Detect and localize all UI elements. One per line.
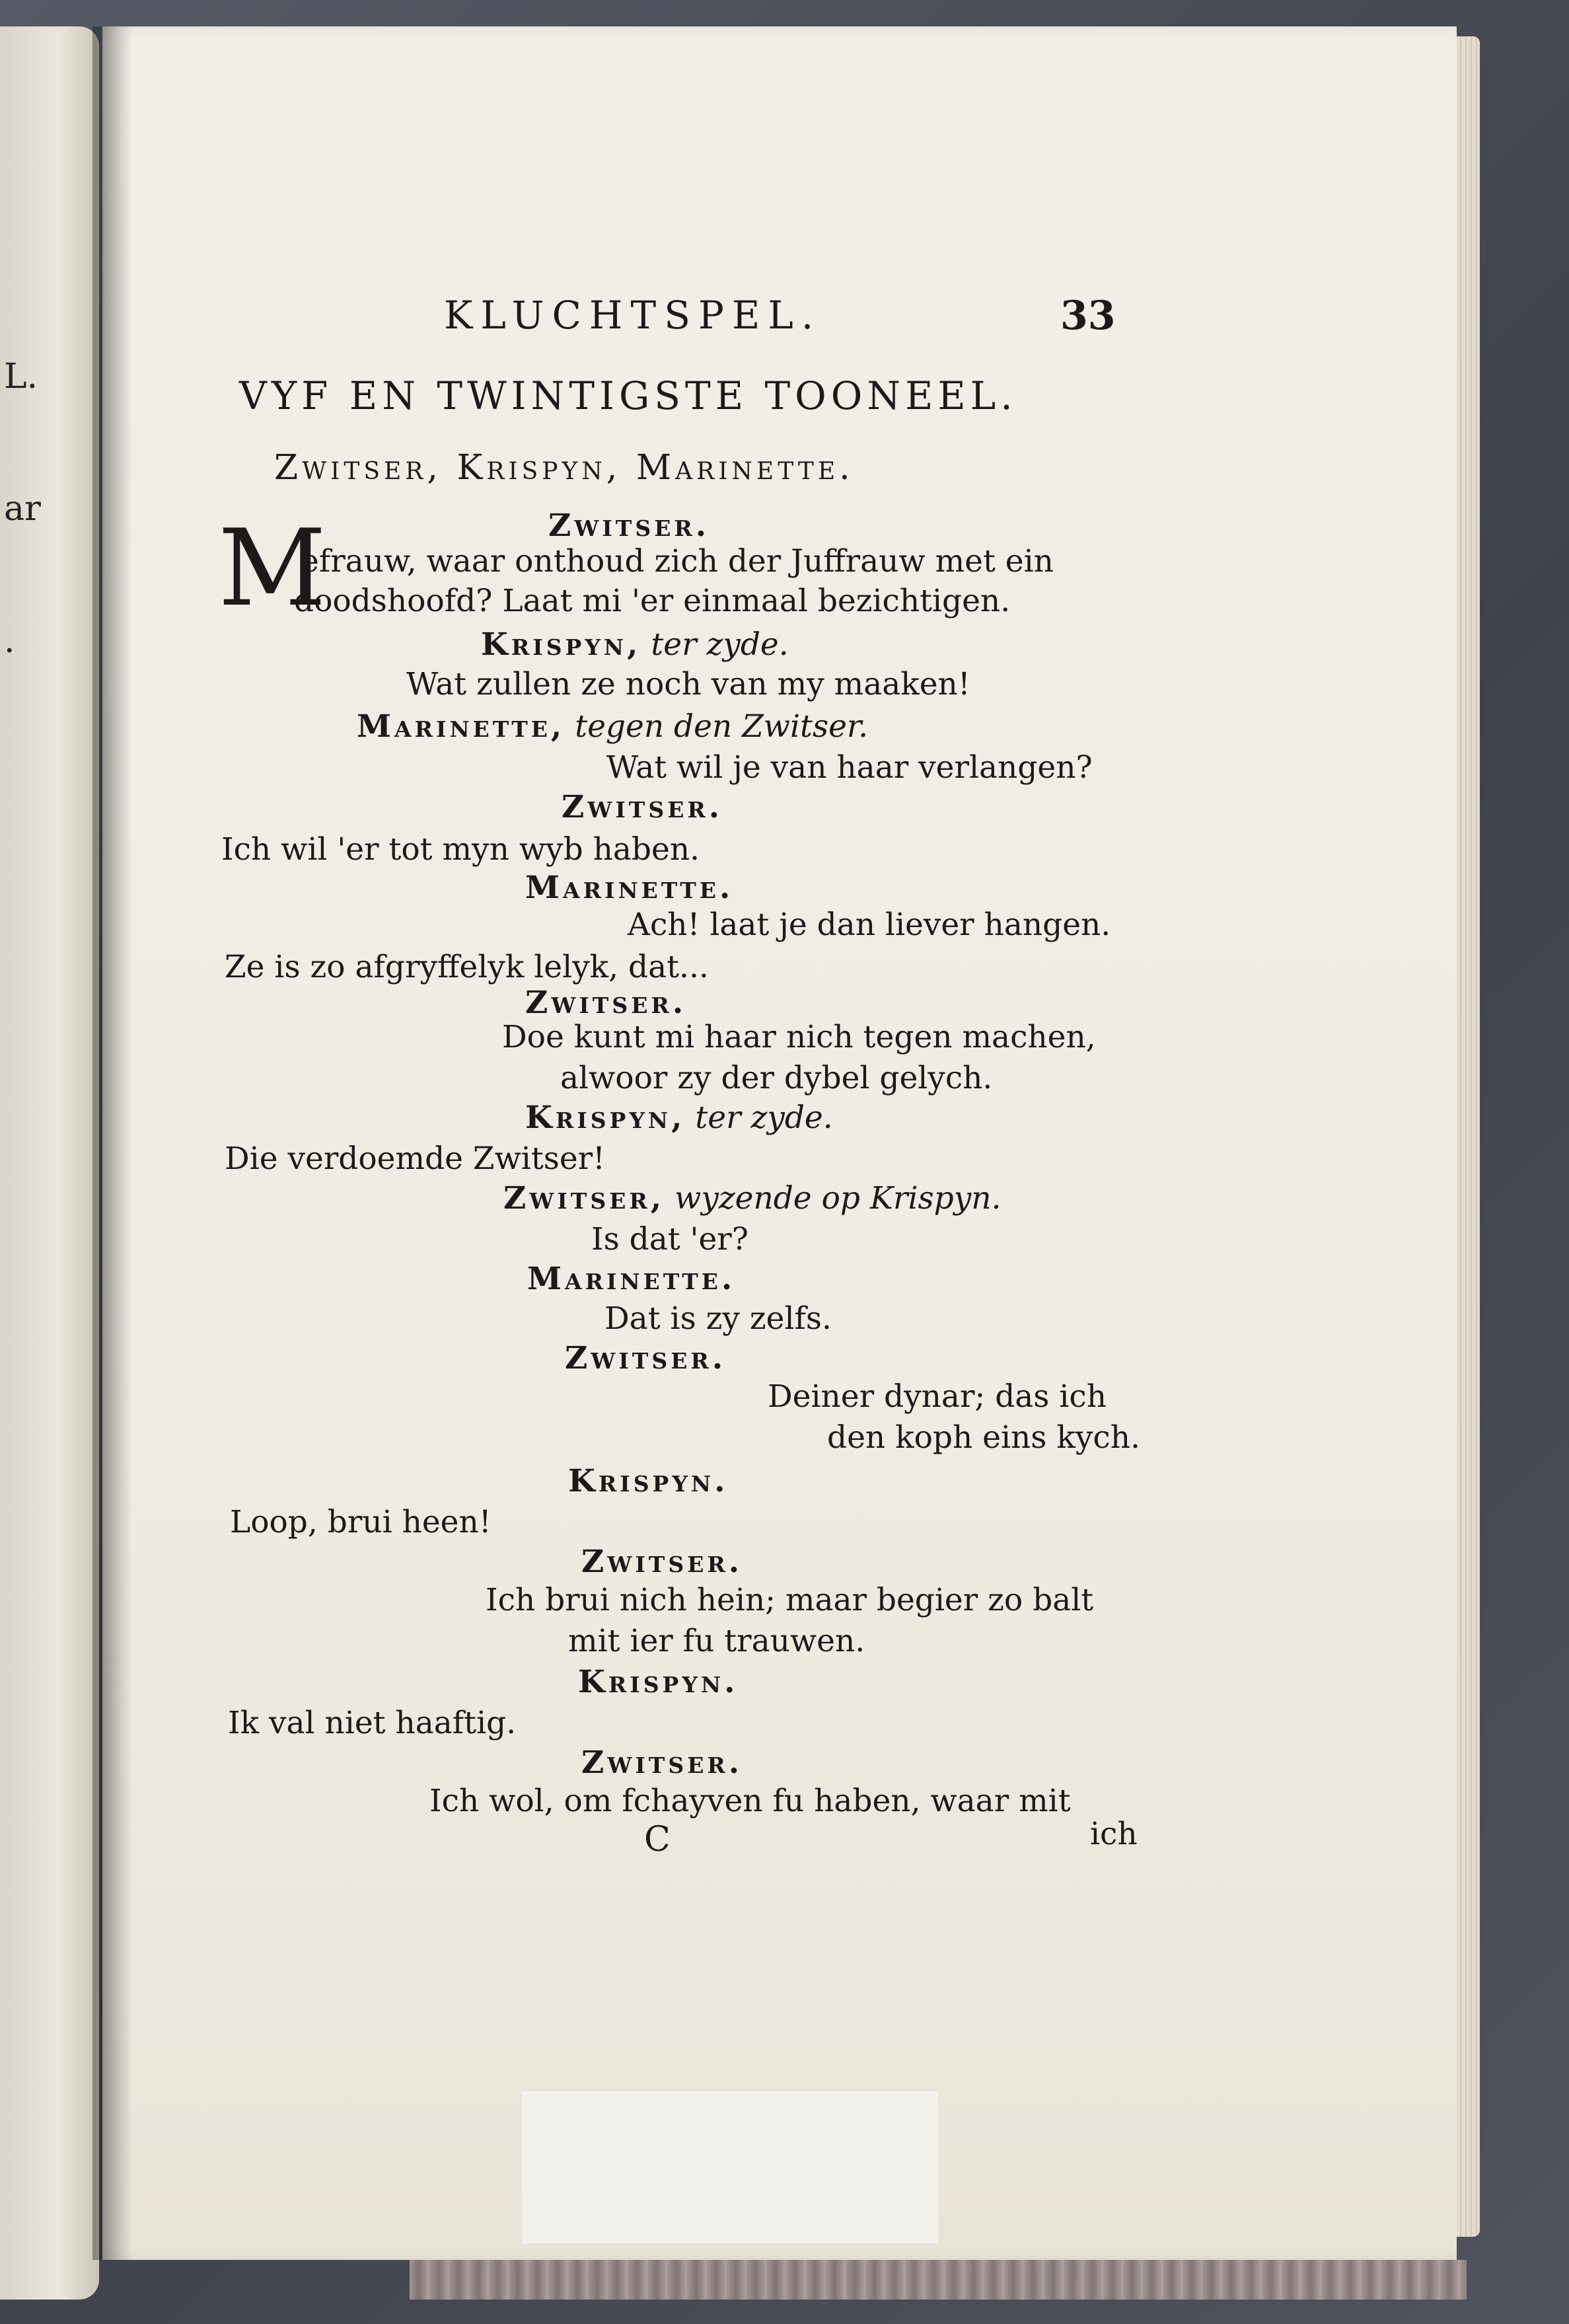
speaker-name: Zwitser. bbox=[565, 1340, 727, 1376]
speech-line: Ich wil 'er tot myn wyb haben. bbox=[221, 831, 700, 868]
speaker-name: Zwitser. bbox=[581, 1744, 743, 1781]
left-page-edge bbox=[0, 26, 99, 2300]
speaker-name: Marinette. bbox=[527, 1261, 736, 1297]
speech-line: Loop, brui heen! bbox=[230, 1504, 492, 1540]
stage-heading bbox=[357, 708, 869, 745]
speech-line: den koph eins kych. bbox=[827, 1419, 1140, 1456]
speech-line: Ich wol, om fchayven fu haben, waar mit bbox=[429, 1783, 1071, 1819]
speech-line: Die verdoemde Zwitser! bbox=[225, 1141, 606, 1177]
signature-mark: C bbox=[644, 1820, 671, 1859]
cast-list: Zwitser, Krispyn, Marinette. bbox=[274, 448, 854, 488]
speaker-name: Marinette, bbox=[357, 708, 566, 745]
stage-heading bbox=[525, 1100, 833, 1136]
speech-line: alwoor zy der dybel gelych. bbox=[560, 1060, 993, 1096]
speech-line: efrauw, waar onthoud zich der Juffrauw met ein bbox=[301, 543, 1054, 580]
left-page-fragment: L. bbox=[4, 357, 38, 396]
speech-line: doodshoofd? Laat mi 'er einmaal bezichtigen. bbox=[294, 583, 1011, 619]
stage-heading bbox=[481, 626, 789, 663]
left-page-fragment: . bbox=[4, 621, 15, 661]
speaker-name: Zwitser. bbox=[581, 1544, 743, 1580]
speaker-name: Krispyn, bbox=[525, 1100, 686, 1136]
spine-shadow bbox=[92, 26, 132, 2260]
speech-line: Dat is zy zelfs. bbox=[604, 1300, 832, 1337]
left-page-fragment: ar bbox=[4, 489, 41, 529]
stage-direction: ter zyde. bbox=[651, 626, 789, 663]
stage-direction: ter zyde. bbox=[695, 1100, 833, 1136]
speech-line: Deiner dynar; das ich bbox=[768, 1378, 1107, 1415]
speaker-name: Krispyn. bbox=[568, 1463, 729, 1499]
stage-heading bbox=[503, 1180, 1002, 1217]
speaker-name: Zwitser, bbox=[503, 1180, 665, 1217]
speech-line: Is dat 'er? bbox=[591, 1221, 748, 1257]
speech-line: Doe kunt mi haar nich tegen machen, bbox=[502, 1019, 1096, 1055]
scene-title: VYF EN TWINTIGSTE TOONEEL. bbox=[239, 373, 1017, 418]
speaker-name: Zwitser. bbox=[525, 985, 687, 1021]
speaker-name: Krispyn. bbox=[578, 1664, 739, 1700]
drop-cap: M bbox=[218, 506, 326, 630]
speaker-name: Zwitser. bbox=[548, 507, 710, 544]
speaker-name: Zwitser. bbox=[562, 789, 723, 825]
stage-direction: wyzende op Krispyn. bbox=[675, 1180, 1002, 1217]
speech-line: Wat wil je van haar verlangen? bbox=[606, 749, 1093, 786]
running-title: KLUCHTSPEL. bbox=[444, 293, 822, 338]
speaker-name: Marinette. bbox=[525, 870, 734, 906]
speech-line: Ach! laat je dan liever hangen. bbox=[628, 907, 1111, 943]
speech-line: mit ier fu trauwen. bbox=[568, 1623, 865, 1659]
speaker-name: Krispyn, bbox=[481, 626, 641, 663]
speech-line: Wat zullen ze noch van my maaken! bbox=[406, 666, 970, 702]
stage-direction: tegen den Zwitser. bbox=[575, 708, 869, 745]
speech-line: Ik val niet haaftig. bbox=[228, 1705, 517, 1741]
speech-line: Ze is zo afgryffelyk lelyk, dat... bbox=[225, 949, 709, 985]
catchword: ich bbox=[1090, 1816, 1138, 1852]
redaction-box bbox=[522, 2091, 938, 2243]
page-number: 33 bbox=[1060, 293, 1116, 339]
page-bottom-edge bbox=[410, 2260, 1467, 2300]
speech-line: Ich brui nich hein; maar begier zo balt bbox=[486, 1582, 1094, 1618]
